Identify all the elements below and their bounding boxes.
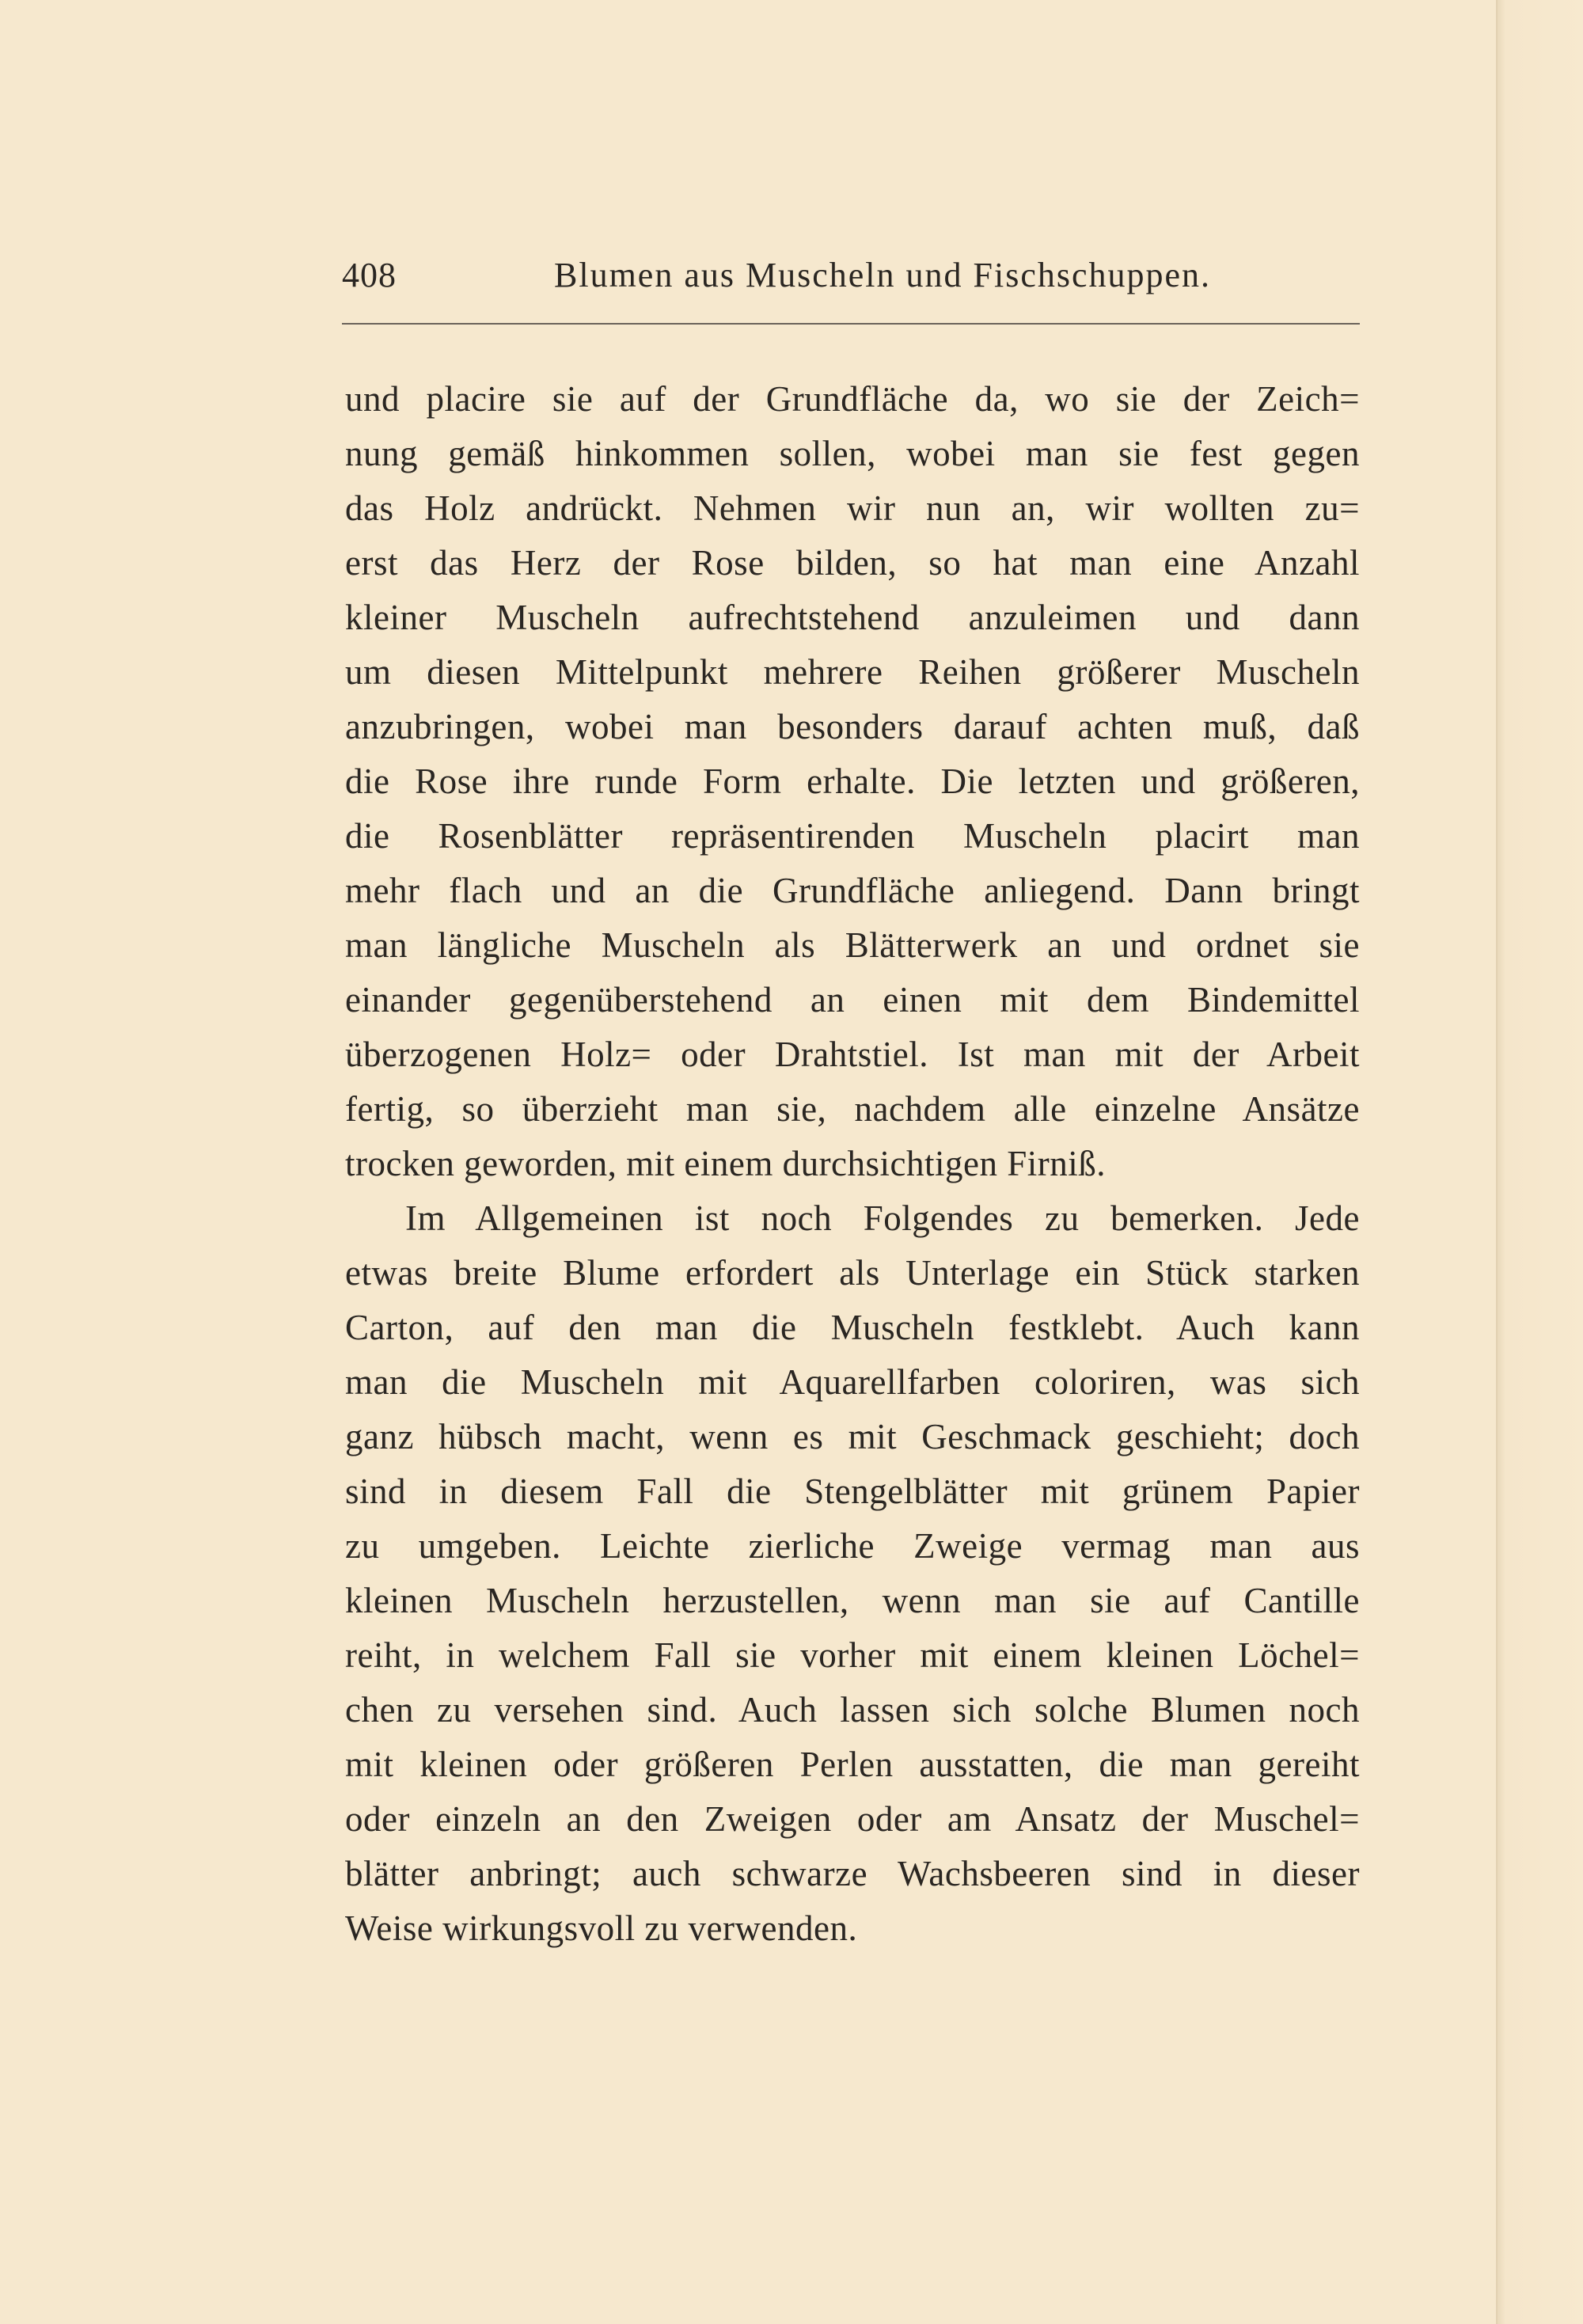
text-line: kleiner Muscheln aufrechtstehend anzuleimen und dann — [345, 598, 1360, 637]
page-number: 408 — [342, 256, 397, 294]
text-line: mit kleinen oder größeren Perlen ausstatten, die man gereiht — [345, 1745, 1360, 1784]
text-line: Carton, auf den man die Muscheln festklebt. Auch kann — [345, 1308, 1360, 1347]
text-line: um diesen Mittelpunkt mehrere Reihen größerer Muscheln — [345, 652, 1360, 692]
text-line: nung gemäß hinkommen sollen, wobei man sie fest gegen — [345, 434, 1360, 473]
running-title: Blumen aus Muscheln und Fischschuppen. — [554, 256, 1212, 294]
page-header — [342, 255, 1360, 302]
text-line: ganz hübsch macht, wenn es mit Geschmack geschieht; doch — [345, 1417, 1360, 1456]
text-line: sind in diesem Fall die Stengelblätter mit grünem Papier — [345, 1471, 1360, 1511]
text-line: kleinen Muscheln herzustellen, wenn man sie auf Cantille — [345, 1581, 1360, 1620]
text-line: Weise wirkungsvoll zu verwenden. — [345, 1908, 858, 1948]
text-line: oder einzeln an den Zweigen oder am Ansatz der Muschel= — [345, 1799, 1360, 1839]
text-line: überzogenen Holz= oder Drahtstiel. Ist man mit der Arbeit — [345, 1035, 1360, 1074]
header-rule — [342, 323, 1360, 325]
text-line: reiht, in welchem Fall sie vorher mit einem kleinen Löchel= — [345, 1635, 1360, 1675]
text-line: fertig, so überzieht man sie, nachdem alle einzelne Ansätze — [345, 1089, 1360, 1129]
text-line: mehr flach und an die Grundfläche anliegend. Dann bringt — [345, 871, 1360, 910]
text-line: man längliche Muscheln als Blätterwerk an und ordnet sie — [345, 925, 1360, 965]
text-line: trocken geworden, mit einem durchsichtigen Firniß. — [345, 1144, 1107, 1183]
text-line: einander gegenüberstehend an einen mit dem Bindemittel — [345, 980, 1360, 1020]
text-line: die Rosenblätter repräsentirenden Muscheln placirt man — [345, 816, 1360, 856]
body-text — [345, 372, 1360, 1956]
text-line: anzubringen, wobei man besonders darauf achten muß, daß — [345, 707, 1360, 746]
text-line: chen zu versehen sind. Auch lassen sich solche Blumen noch — [345, 1690, 1360, 1730]
text-line: und placire sie auf der Grundfläche da, wo sie der Zeich= — [345, 379, 1360, 419]
text-line: erst das Herz der Rose bilden, so hat man eine Anzahl — [345, 543, 1360, 583]
text-line: das Holz andrückt. Nehmen wir nun an, wir wollten zu= — [345, 488, 1360, 528]
text-line: die Rose ihre runde Form erhalte. Die letzten und größeren, — [345, 761, 1360, 801]
next-page-edge — [1498, 0, 1583, 2324]
text-line: zu umgeben. Leichte zierliche Zweige vermag man aus — [345, 1526, 1360, 1566]
text-line: etwas breite Blume erfordert als Unterlage ein Stück starken — [345, 1253, 1360, 1293]
text-line: blätter anbringt; auch schwarze Wachsbeeren sind in dieser — [345, 1854, 1360, 1893]
text-line: Im Allgemeinen ist noch Folgendes zu bemerken. Jede — [405, 1198, 1360, 1238]
text-line: man die Muscheln mit Aquarellfarben coloriren, was sich — [345, 1362, 1360, 1402]
